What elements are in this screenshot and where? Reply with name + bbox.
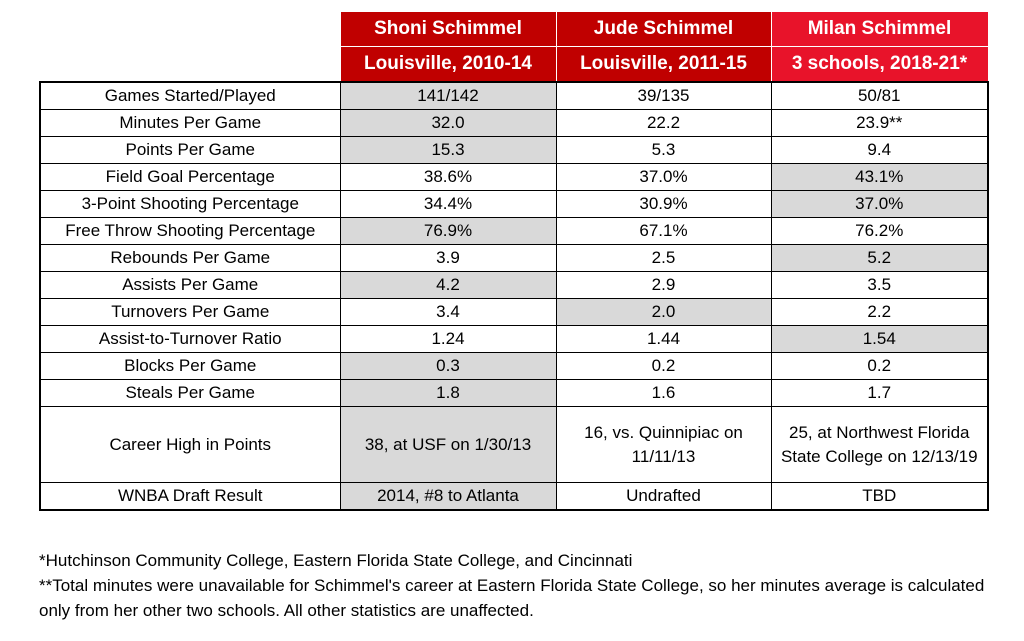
- stat-cell: TBD: [771, 483, 988, 511]
- table-row: [40, 218, 988, 245]
- stat-cell: 3.4: [340, 299, 556, 326]
- row-label: Minutes Per Game: [40, 110, 340, 137]
- stat-cell: 43.1%: [771, 164, 988, 191]
- row-label: Games Started/Played: [40, 82, 340, 110]
- row-label: Blocks Per Game: [40, 353, 340, 380]
- stat-cell: 2.0: [556, 299, 771, 326]
- table-row: [40, 191, 988, 218]
- footnote-2: **Total minutes were unavailable for Schimmel's career at Eastern Florida State College, so her minutes average is calculated only from her other two schools. All other statistics are unaffected.: [39, 576, 985, 620]
- table-row: [40, 483, 988, 511]
- row-label: Assists Per Game: [40, 272, 340, 299]
- table-row: [40, 137, 988, 164]
- stat-cell: 2014, #8 to Atlanta: [340, 483, 556, 511]
- footnotes: [39, 548, 989, 623]
- table-row: [40, 353, 988, 380]
- stat-cell: 1.8: [340, 380, 556, 407]
- stat-cell: 38.6%: [340, 164, 556, 191]
- header-row-names: [40, 12, 988, 47]
- stat-cell: 50/81: [771, 82, 988, 110]
- table-row: [40, 272, 988, 299]
- row-label: Field Goal Percentage: [40, 164, 340, 191]
- stat-cell: 1.6: [556, 380, 771, 407]
- stat-cell: 1.7: [771, 380, 988, 407]
- stat-cell: 34.4%: [340, 191, 556, 218]
- table-row: [40, 164, 988, 191]
- row-label: Free Throw Shooting Percentage: [40, 218, 340, 245]
- stat-cell: 5.2: [771, 245, 988, 272]
- stat-cell: 37.0%: [556, 164, 771, 191]
- stat-cell: 16, vs. Quinnipiac on 11/11/13: [556, 407, 771, 483]
- row-label: 3-Point Shooting Percentage: [40, 191, 340, 218]
- stat-cell: 15.3: [340, 137, 556, 164]
- table-row: [40, 245, 988, 272]
- table-row: [40, 110, 988, 137]
- table-row: [40, 326, 988, 353]
- stat-cell: 3.9: [340, 245, 556, 272]
- stats-body: [40, 82, 988, 510]
- stat-cell: 39/135: [556, 82, 771, 110]
- stat-cell: 9.4: [771, 137, 988, 164]
- stat-cell: 25, at Northwest Florida State College on 12/13/19: [771, 407, 988, 483]
- stat-cell: 38, at USF on 1/30/13: [340, 407, 556, 483]
- header-player-1-name: Shoni Schimmel: [340, 12, 556, 47]
- table-row: [40, 380, 988, 407]
- stat-cell: 1.24: [340, 326, 556, 353]
- table-row: [40, 82, 988, 110]
- stat-cell: 22.2: [556, 110, 771, 137]
- stat-cell: 32.0: [340, 110, 556, 137]
- stat-cell: 76.2%: [771, 218, 988, 245]
- row-label: Career High in Points: [40, 407, 340, 483]
- row-label: Steals Per Game: [40, 380, 340, 407]
- stat-cell: 0.3: [340, 353, 556, 380]
- stat-cell: 141/142: [340, 82, 556, 110]
- row-label: WNBA Draft Result: [40, 483, 340, 511]
- stat-cell: 3.5: [771, 272, 988, 299]
- header-player-2-school: Louisville, 2011-15: [556, 47, 771, 83]
- stat-cell: 23.9**: [771, 110, 988, 137]
- stat-cell: 5.3: [556, 137, 771, 164]
- stat-cell: 76.9%: [340, 218, 556, 245]
- header-row-schools: [40, 47, 988, 83]
- stat-cell: 4.2: [340, 272, 556, 299]
- header-blank: [40, 47, 340, 83]
- stat-cell: 2.5: [556, 245, 771, 272]
- table-row: [40, 299, 988, 326]
- row-label: Rebounds Per Game: [40, 245, 340, 272]
- header-player-1-school: Louisville, 2010-14: [340, 47, 556, 83]
- header-player-3-school: 3 schools, 2018-21*: [771, 47, 988, 83]
- stat-cell: 1.54: [771, 326, 988, 353]
- row-label: Assist-to-Turnover Ratio: [40, 326, 340, 353]
- header-player-3-name: Milan Schimmel: [771, 12, 988, 47]
- stat-cell: 2.9: [556, 272, 771, 299]
- table-row: [40, 407, 988, 483]
- footnote-1: *Hutchinson Community College, Eastern Florida State College, and Cincinnati: [39, 551, 633, 570]
- row-label: Turnovers Per Game: [40, 299, 340, 326]
- stats-table: [39, 11, 989, 511]
- header-blank: [40, 12, 340, 47]
- stat-cell: 0.2: [556, 353, 771, 380]
- stat-cell: Undrafted: [556, 483, 771, 511]
- header-player-2-name: Jude Schimmel: [556, 12, 771, 47]
- stat-cell: 67.1%: [556, 218, 771, 245]
- stat-cell: 1.44: [556, 326, 771, 353]
- stat-cell: 0.2: [771, 353, 988, 380]
- stat-cell: 30.9%: [556, 191, 771, 218]
- stat-cell: 2.2: [771, 299, 988, 326]
- stat-cell: 37.0%: [771, 191, 988, 218]
- row-label: Points Per Game: [40, 137, 340, 164]
